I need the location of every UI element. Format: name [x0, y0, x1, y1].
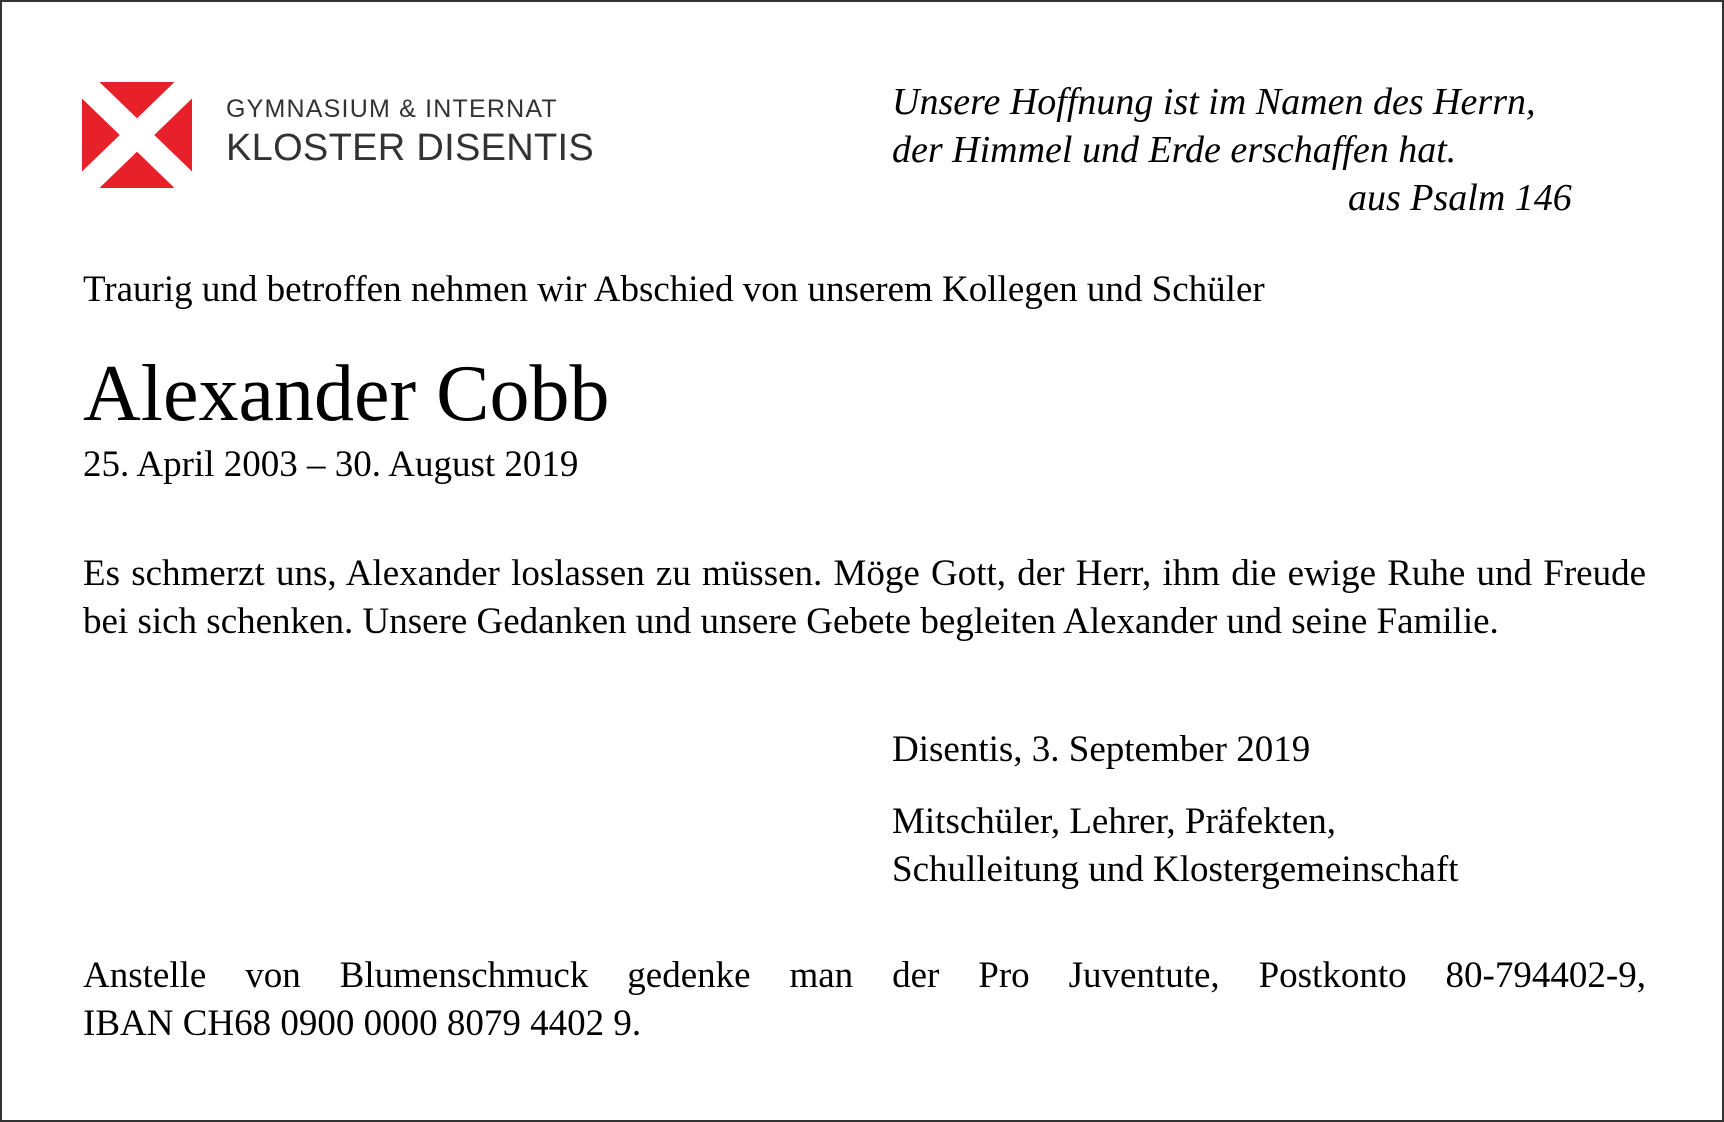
donation-word: Anstelle	[83, 955, 207, 996]
school-wordmark	[226, 94, 594, 170]
donation-word: Pro	[978, 955, 1030, 996]
donation-word: man	[789, 955, 854, 996]
donation-word: Blumenschmuck	[339, 955, 589, 996]
psalm-quote-line-1: Unsere Hoffnung ist im Namen des Herrn,	[892, 81, 1536, 123]
signatories-line-2: Schulleitung und Klostergemeinschaft	[892, 849, 1459, 890]
donation-word: Juventute,	[1068, 955, 1220, 996]
psalm-quote	[892, 78, 1572, 222]
deceased-name: Alexander Cobb	[83, 350, 610, 438]
wordmark-line-2: KLOSTER DISENTIS	[226, 127, 594, 169]
donation-word: Postkonto	[1258, 955, 1407, 996]
donation-word: 80-794402-9,	[1445, 955, 1646, 996]
donation-note	[83, 952, 1646, 1048]
condolence-paragraph: Es schmerzt uns, Alexander loslassen zu müssen. Möge Gott, der Herr, ihm die ewige Ruhe und Freude bei sich schenken. Unsere Gedanken und unsere Gebete begleiten Alexander und seine Familie.	[83, 553, 1646, 642]
place-and-date: Disentis, 3. September 2019	[892, 729, 1311, 770]
donation-line-1	[83, 952, 1646, 1000]
school-logo-icon	[82, 82, 192, 188]
signatories-line-1: Mitschüler, Lehrer, Präfekten,	[892, 801, 1336, 842]
wordmark-line-1: GYMNASIUM & INTERNAT	[226, 95, 558, 123]
donation-word: der	[892, 955, 940, 996]
intro-text: Traurig und betroffen nehmen wir Abschied von unserem Kollegen und Schüler	[83, 269, 1265, 310]
psalm-quote-line-2: der Himmel und Erde erschaffen hat.	[892, 129, 1457, 171]
signatories	[892, 798, 1459, 894]
donation-word: von	[245, 955, 301, 996]
donation-line-2: IBAN CH68 0900 0000 8079 4402 9.	[83, 1003, 642, 1044]
donation-word: gedenke	[627, 955, 751, 996]
psalm-source: aus Psalm 146	[1348, 177, 1572, 219]
life-dates: 25. April 2003 – 30. August 2019	[83, 444, 579, 485]
